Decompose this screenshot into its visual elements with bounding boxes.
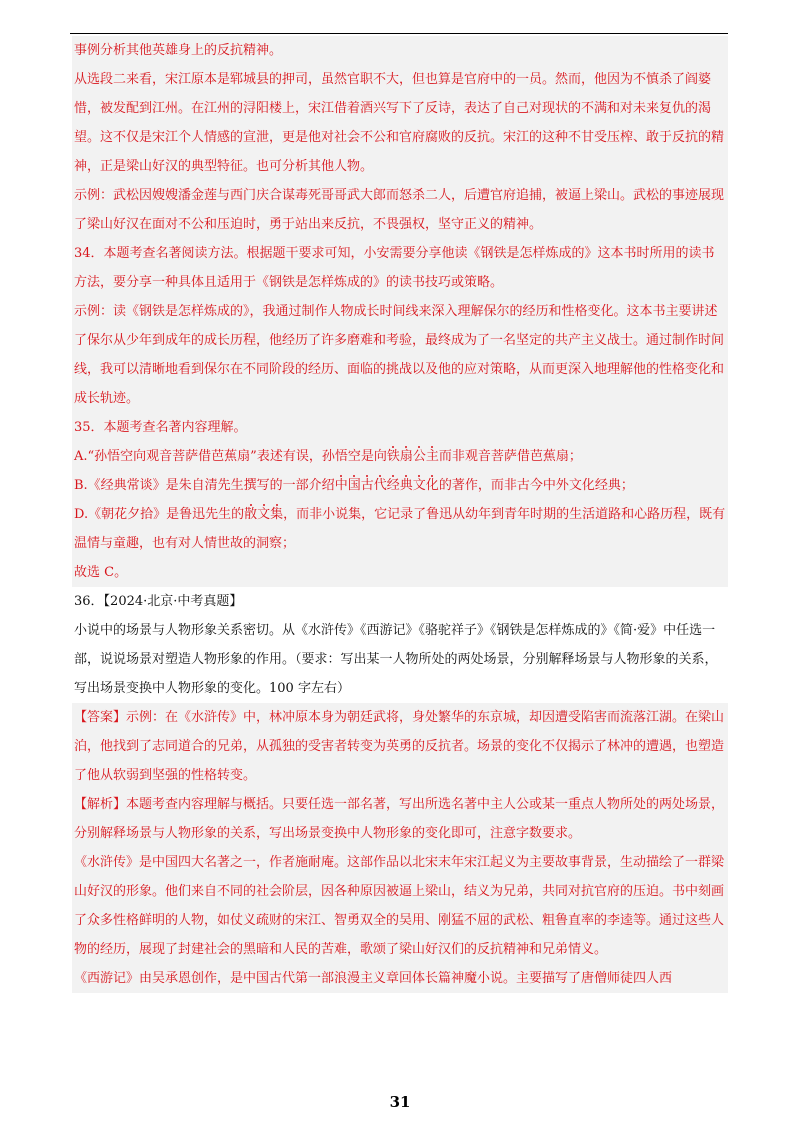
emphasis-dots xyxy=(335,478,387,493)
q35-conclusion: 故选 C。 xyxy=(74,565,128,580)
option-text: 而非观音菩萨借芭蕉扇； xyxy=(438,449,582,464)
emphasis-char: 文 xyxy=(257,507,271,522)
q34-example: 示例：读《钢铁是怎样炼成的》，我通过制作人物成长时间线来深入理解保尔的经历和性格变化。这本书主要讲述了保尔从少年到成年的成长历程，他经历了许多磨难和考验，最终成为了一名坚定的共产主义战士。通过制作时间线，我可以清晰地看到保尔在不同阶段的经历、面临的挑战以及他的应对策略，从而更深入地理解他的性格变化和成长轨迹。 xyxy=(74,304,725,406)
emphasis-char: 铁 xyxy=(386,449,400,464)
q36-answer xyxy=(72,703,728,790)
paragraph: 示例：武松因嫂嫂潘金莲与西门庆合谋毒死哥哥武大郎而怒杀二人，后遭官府追捕，被逼上梁山。武松的事迹展现了梁山好汉在面对不公和压迫时，勇于站出来反抗，不畏强权，坚守正义的精神。 xyxy=(74,188,725,232)
page-content xyxy=(72,36,728,993)
emphasis-dots xyxy=(413,478,439,493)
emphasis-char: 集 xyxy=(270,507,284,522)
option-text: B.《经典常谈》是朱自清先生撰写的一部介绍 xyxy=(74,478,335,493)
emphasis-char: 代 xyxy=(373,478,387,493)
paragraph: 从选段二来看，宋江原本是郓城县的押司，虽然官职不大，但也算是官府中的一员。然而，他因为不慎杀了阎婆惜，被发配到江州。在江州的浔阳楼上，宋江借着酒兴写下了反诗，表达了自己对现状的不满和对未来复仇的渴望。这不仅是宋江个人情感的宣泄，更是他对社会不公和官府腐败的反抗。宋江的这种不甘受压榨、敢于反抗的精神，正是梁山好汉的典型特征。也可分析其他人物。 xyxy=(74,72,725,174)
answer-tag: 【答案】 xyxy=(74,710,127,725)
emphasis-char: 扇 xyxy=(399,449,413,464)
option-text: 的著作，而非古今中外文化经典； xyxy=(438,478,634,493)
emphasis-char: 化 xyxy=(425,478,439,493)
option-text: A.“孙悟空向观音菩萨借芭蕉扇”表述有误，孙悟空是向 xyxy=(74,449,387,464)
emphasis-char: 散 xyxy=(244,507,258,522)
emphasis-char: 中 xyxy=(334,478,348,493)
q34-analysis: 34．本题考查名著阅读方法。根据题干要求可知，小安需要分享他读《钢铁是怎样炼成的》这本书时所用的读书方法，要分享一种具体且适用于《钢铁是怎样炼成的》的读书技巧或策略。 xyxy=(74,246,715,290)
emphasis-char: 国 xyxy=(347,478,361,493)
q36-analysis xyxy=(72,790,728,848)
emphasis-char: 古 xyxy=(360,478,374,493)
analysis-tag: 【解析】 xyxy=(74,797,127,812)
q36-question: 小说中的场景与人物形象关系密切。从《水浒传》《西游记》《骆驼祥子》《钢铁是怎样炼成的》《简·爱》中任选一部，说说场景对塑造人物形象的作用。（要求：写出某一人物所处的两处场景，分别解释场景与人物形象的关系，写出场景变换中人物形象的变化。100 字左右） xyxy=(74,623,718,696)
answer-block-33 xyxy=(72,36,728,239)
q35-option-b xyxy=(72,471,728,500)
q35-option-d xyxy=(72,500,728,558)
option-text: ，而非小说集，它记录了鲁迅从幼年到青年时期的生活道路和心路历程，既有温情与童趣，也有对人情世故的洞察； xyxy=(74,507,726,551)
emphasis-char: 文 xyxy=(412,478,426,493)
answer-block-34 xyxy=(72,239,728,413)
q36-title xyxy=(72,587,728,616)
q36-paragraph-shuihu: 《水浒传》是中国四大名著之一，作者施耐庵。这部作品以北宋末年宋江起义为主要故事背景，生动描绘了一群梁山好汉的形象。他们来自不同的社会阶层，因各种原因被逼上梁山，结义为兄弟，共同对抗官府的压迫。书中刻画了众多性格鲜明的人物，如仗义疏财的宋江、智勇双全的吴用、刚猛不屈的武松、粗鲁直率的李逵等。通过这些人物的经历，展现了封建社会的黑暗和人民的苦难，歌颂了梁山好汉们的反抗精神和兄弟情义。 xyxy=(74,855,725,957)
emphasis-dots xyxy=(244,507,283,522)
page-number: 31 xyxy=(389,1093,411,1111)
question-title: 36．【2024·北京·中考真题】 xyxy=(74,594,243,609)
answer-block-35 xyxy=(72,413,728,587)
paragraph: 事例分析其他英雄身上的反抗精神。 xyxy=(74,43,283,58)
header-rule xyxy=(70,33,728,34)
analysis-text: 本题考查内容理解与概括。只要任选一部名著，写出所选名著中主人公或某一重点人物所处的两处场景，分别解释场景与人物形象的关系，写出场景变换中人物形象的变化即可，注意字数要求。 xyxy=(74,797,725,841)
q36-paragraph-xiyou: 《西游记》由吴承恩创作，是中国古代第一部浪漫主义章回体长篇神魔小说。主要描写了唐僧师徒四人西 xyxy=(74,971,673,986)
option-text: D.《朝花夕拾》是鲁迅先生的 xyxy=(74,507,245,522)
emphasis-dots xyxy=(387,449,439,464)
emphasis-char: 主 xyxy=(425,449,439,464)
emphasis-char: 典 xyxy=(399,478,413,493)
emphasis-dots xyxy=(387,478,413,493)
q35-intro: 35．本题考查名著内容理解。 xyxy=(74,420,247,435)
answer-block-36 xyxy=(72,703,728,993)
emphasis-char: 经 xyxy=(386,478,400,493)
answer-text: 示例：在《水浒传》中，林冲原本身为朝廷武将，身处繁华的东京城，却因遭受陷害而流落江湖。在梁山泊，他找到了志同道合的兄弟，从孤独的受害者转变为英勇的反抗者。场景的变化不仅揭示了林冲的遭遇，也塑造了他从软弱到坚强的性格转变。 xyxy=(74,710,725,783)
emphasis-char: 公 xyxy=(412,449,426,464)
q35-option-a xyxy=(72,442,728,471)
